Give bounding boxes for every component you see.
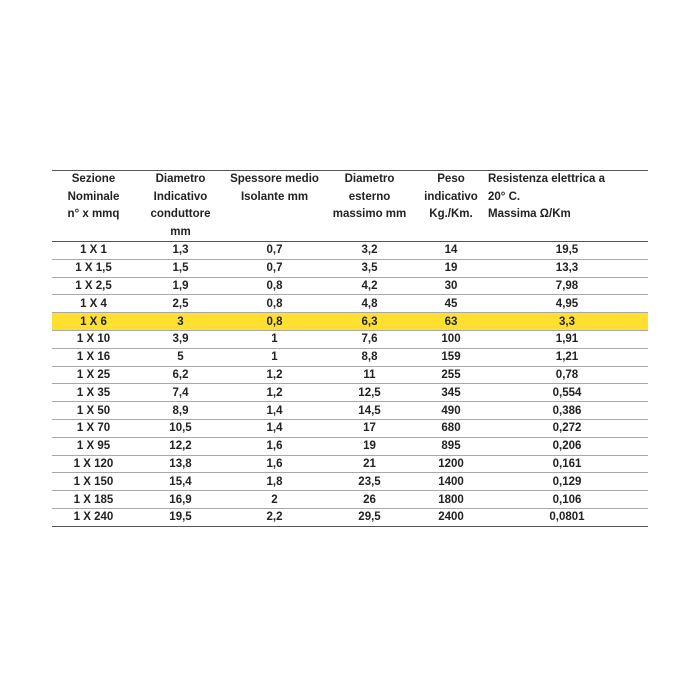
cell-peso: 63	[416, 313, 486, 331]
cell-resistenza: 3,3	[486, 313, 648, 331]
table-row	[52, 330, 648, 348]
cell-peso: 159	[441, 351, 461, 364]
cell-diametro-conduttore: 12,2	[169, 440, 192, 453]
table-row	[52, 384, 648, 402]
cell-peso: 895	[441, 440, 461, 453]
cell-diametro-conduttore: 19,5	[169, 511, 192, 524]
cell-resistenza: 0,106	[552, 493, 582, 506]
cell-spessore-isolante: 1,6	[266, 440, 283, 453]
cell-spessore-isolante: 1,6	[266, 457, 283, 470]
cell-diametro-esterno: 14,5	[358, 404, 381, 417]
cell-resistenza: 19,5	[555, 244, 579, 257]
cell-diametro-esterno: 29,5	[358, 511, 381, 524]
cell-resistenza: 0,161	[552, 457, 582, 470]
cell-diametro-conduttore: 13,8	[169, 457, 192, 470]
cell-diametro-esterno: 23,5	[358, 475, 381, 488]
cell-diametro-conduttore: 15,4	[169, 475, 192, 488]
cell-sezione: 1 X 185	[73, 493, 114, 506]
cell-diametro-conduttore: 16,9	[169, 493, 192, 506]
cell-sezione: 1 X 35	[76, 386, 111, 399]
cell-sezione: 1 X 120	[73, 457, 114, 470]
cell-diametro-esterno: 3,5	[361, 262, 378, 275]
table-row	[52, 277, 648, 295]
cell-diametro-conduttore: 3	[135, 313, 226, 331]
cell-diametro-esterno: 21	[363, 457, 376, 470]
table-row	[52, 508, 648, 526]
cell-spessore-isolante: 0,8	[266, 297, 283, 310]
header-row	[52, 171, 648, 242]
cell-spessore-isolante: 2	[271, 493, 278, 506]
cell-diametro-conduttore: 1,3	[172, 244, 189, 257]
table-row	[52, 419, 648, 437]
cell-resistenza: 0,129	[552, 475, 582, 488]
cell-diametro-esterno: 7,6	[361, 333, 378, 346]
cell-resistenza: 0,386	[552, 404, 582, 417]
cell-diametro-conduttore: 3,9	[172, 333, 189, 346]
cell-diametro-esterno: 17	[363, 422, 376, 435]
cell-diametro-esterno: 3,2	[361, 244, 378, 257]
cell-peso: 1400	[438, 475, 464, 488]
cell-sezione: 1 X 1,5	[75, 262, 112, 275]
cell-peso: 255	[441, 368, 461, 381]
cell-resistenza: 13,3	[555, 262, 579, 275]
cell-spessore-isolante: 1,8	[266, 475, 283, 488]
cell-diametro-esterno: 19	[363, 440, 376, 453]
cell-diametro-esterno: 6,3	[323, 313, 416, 331]
header-peso-indicativo: Peso indicativo Kg./Km.	[424, 173, 478, 220]
cell-spessore-isolante: 2,2	[266, 511, 283, 524]
cell-spessore-isolante: 1,4	[266, 404, 283, 417]
cell-sezione: 1 X 1	[80, 244, 107, 257]
cell-sezione: 1 X 10	[76, 333, 111, 346]
cell-resistenza: 0,0801	[549, 511, 585, 524]
header-resistenza-elettrica: Resistenza elettrica a 20° C. Massima Ω/Km	[488, 173, 605, 220]
table-body	[52, 242, 648, 527]
table-row	[52, 348, 648, 366]
cell-peso: 45	[444, 297, 458, 310]
header-sezione-nominale: Sezione Nominale n° x mmq	[67, 173, 120, 220]
cell-peso: 680	[441, 422, 461, 435]
cell-resistenza: 0,272	[552, 422, 582, 435]
cell-sezione: 1 X 16	[76, 351, 111, 364]
cell-diametro-conduttore: 1,9	[172, 279, 189, 292]
cell-sezione: 1 X 4	[80, 297, 107, 310]
cell-peso: 30	[444, 279, 458, 292]
cell-sezione: 1 X 240	[73, 511, 114, 524]
table-row	[52, 366, 648, 384]
cell-diametro-esterno: 12,5	[358, 386, 381, 399]
cell-diametro-conduttore: 10,5	[169, 422, 192, 435]
cell-sezione: 1 X 25	[76, 368, 111, 381]
cell-peso: 1800	[438, 493, 464, 506]
table-row	[52, 295, 648, 313]
table-row	[52, 473, 648, 491]
cell-resistenza: 0,554	[552, 386, 582, 399]
cell-peso: 345	[441, 386, 461, 399]
cell-spessore-isolante: 1	[271, 351, 278, 364]
cell-diametro-conduttore: 7,4	[172, 386, 189, 399]
cell-peso: 2400	[438, 511, 464, 524]
cell-resistenza: 0,206	[552, 440, 582, 453]
table-row	[52, 437, 648, 455]
cell-peso: 1200	[438, 457, 464, 470]
cell-diametro-conduttore: 5	[177, 351, 184, 364]
table-row	[52, 259, 648, 277]
table-row	[52, 242, 648, 260]
cell-sezione: 1 X 150	[73, 475, 114, 488]
cell-diametro-conduttore: 8,9	[172, 404, 189, 417]
cell-spessore-isolante: 1,2	[266, 386, 283, 399]
cell-sezione: 1 X 95	[76, 440, 111, 453]
cell-peso: 14	[444, 244, 458, 257]
cell-spessore-isolante: 0,7	[266, 262, 283, 275]
cell-resistenza: 7,98	[555, 279, 579, 292]
cell-resistenza: 1,21	[555, 351, 579, 364]
table-row	[52, 402, 648, 420]
cell-spessore-isolante: 0,8	[226, 313, 323, 331]
header-diametro-conduttore: Diametro Indicativo conduttore mm	[150, 173, 211, 238]
cell-sezione: 1 X 50	[76, 404, 111, 417]
cell-sezione: 1 X 6	[52, 313, 135, 331]
cell-spessore-isolante: 1,4	[266, 422, 283, 435]
cell-peso: 490	[441, 404, 461, 417]
cell-diametro-esterno: 26	[363, 493, 376, 506]
cell-peso: 100	[441, 333, 461, 346]
cell-diametro-esterno: 8,8	[361, 351, 378, 364]
cell-sezione: 1 X 70	[76, 422, 111, 435]
header-diametro-esterno: Diametro esterno massimo mm	[332, 173, 407, 220]
cell-diametro-conduttore: 1,5	[172, 262, 189, 275]
cell-resistenza: 0,78	[555, 368, 579, 381]
cell-diametro-conduttore: 6,2	[172, 368, 189, 381]
cell-diametro-conduttore: 2,5	[172, 297, 189, 310]
table-header	[52, 171, 648, 242]
cell-spessore-isolante: 0,8	[266, 279, 283, 292]
cell-resistenza: 1,91	[555, 333, 579, 346]
cable-spec-table	[52, 170, 648, 527]
cell-diametro-esterno: 4,2	[361, 279, 378, 292]
header-spessore-isolante: Spessore medio Isolante mm	[230, 173, 319, 203]
table-row	[52, 455, 648, 473]
cell-spessore-isolante: 1,2	[266, 368, 283, 381]
cell-spessore-isolante: 1	[271, 333, 278, 346]
cell-spessore-isolante: 0,7	[266, 244, 283, 257]
cell-resistenza: 4,95	[555, 297, 579, 310]
table-row	[52, 313, 648, 331]
cell-diametro-esterno: 11	[363, 368, 376, 381]
cell-sezione: 1 X 2,5	[75, 279, 112, 292]
cell-diametro-esterno: 4,8	[361, 297, 378, 310]
cell-peso: 19	[444, 262, 458, 275]
table-row	[52, 491, 648, 509]
